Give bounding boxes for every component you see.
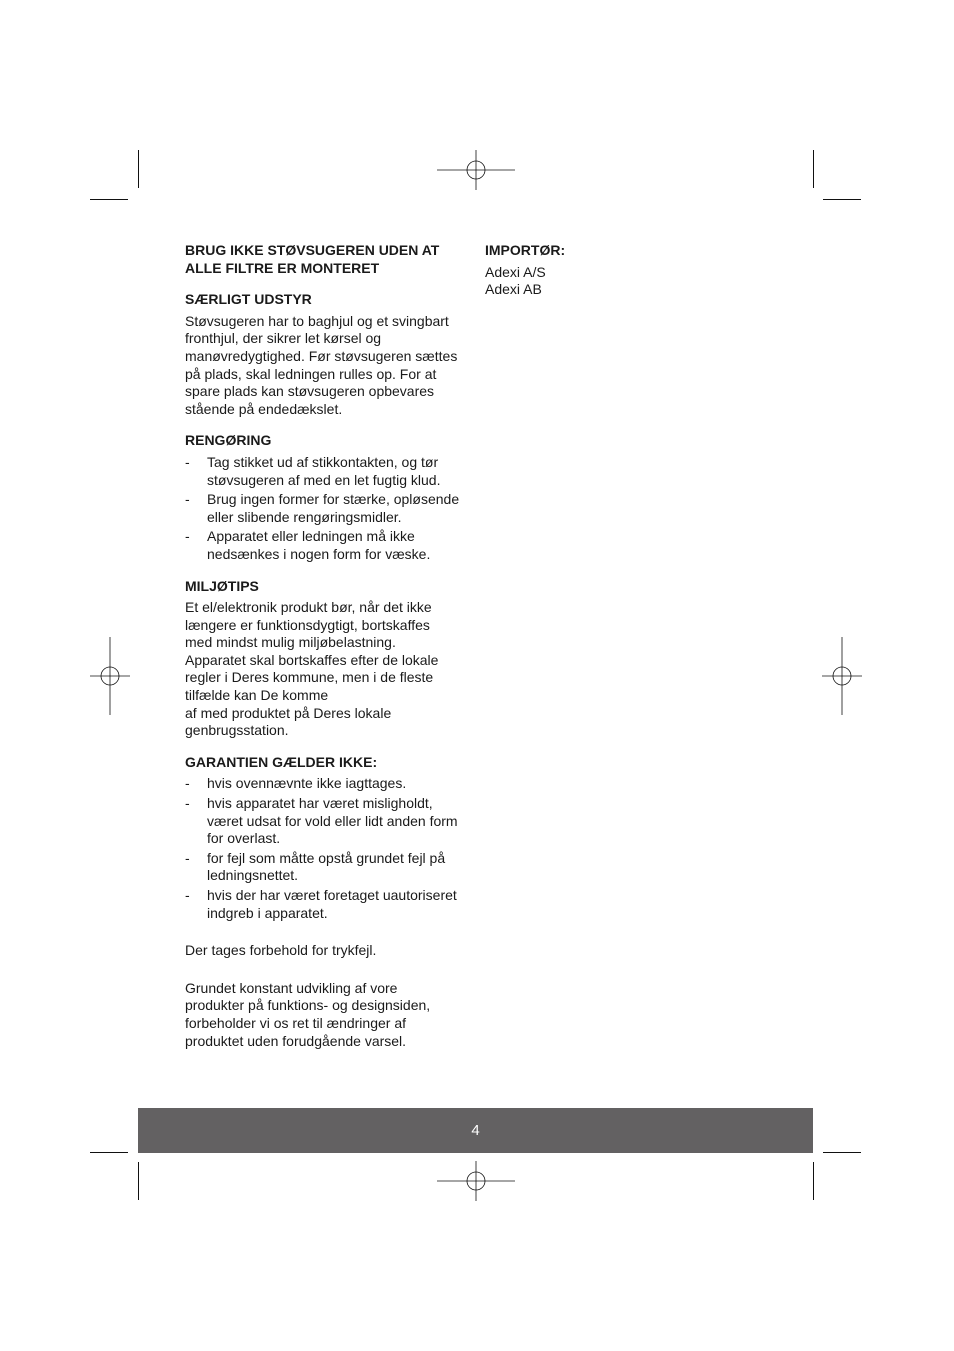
list-item (185, 887, 470, 922)
cleaning-list (185, 454, 470, 564)
text-line: stående på endedækslet. (185, 400, 343, 417)
dash-bullet: - (185, 849, 190, 866)
crop-mark (90, 199, 128, 200)
importer-name: Adexi AB (485, 281, 542, 298)
filter-warning-line: BRUG IKKE STØVSUGEREN UDEN AT (185, 242, 440, 258)
dash-bullet: - (185, 491, 190, 508)
importer-list (485, 264, 735, 299)
importer-heading: IMPORTØR: (485, 242, 566, 258)
crop-mark (138, 150, 139, 188)
text-line: Apparatet skal bortskaffes efter de lokale (185, 651, 439, 668)
reservation-note: Der tages forbehold for trykfejl. (185, 942, 377, 959)
cleaning-heading: RENGØRING (185, 432, 272, 449)
text-line: forbeholder vi os ret til ændringer af (185, 1014, 406, 1031)
filter-warning (185, 242, 470, 277)
special-equipment-heading: SÆRLIGT UDSTYR (185, 291, 312, 308)
warranty-list (185, 775, 470, 922)
list-item (185, 795, 470, 848)
text-line: nedsænkes i nogen form for væske. (207, 545, 431, 562)
footer-bar (138, 1108, 813, 1153)
registration-mark-bottom (437, 1161, 515, 1201)
registration-mark-right (822, 637, 862, 715)
text-line: støvsugeren af med en let fugtig klud. (207, 471, 441, 488)
page-number: 4 (471, 1122, 480, 1139)
warranty-heading: GARANTIEN GÆLDER IKKE: (185, 753, 378, 770)
special-equipment-text (185, 313, 470, 419)
list-item (185, 491, 470, 526)
list-item (185, 850, 470, 885)
left-column (185, 242, 470, 1050)
text-line: hvis apparatet har været misligholdt, (207, 795, 433, 812)
dash-bullet: - (185, 528, 190, 545)
text-line: hvis ovennævnte ikke iagttages. (207, 775, 407, 792)
list-item (185, 454, 470, 489)
text-line: ledningsnettet. (207, 867, 299, 884)
text-line: fronthjul, der sikrer let kørsel og (185, 330, 382, 347)
list-item (185, 528, 470, 563)
environment-heading: MILJØTIPS (185, 577, 259, 594)
text-line: for fejl som måtte opstå grundet fejl på (207, 849, 446, 866)
text-line: eller slibende rengøringsmidler. (207, 508, 402, 525)
importer-name: Adexi A/S (485, 263, 546, 280)
text-line: med mindst mulig miljøbelastning. (185, 634, 396, 651)
text-line: Støvsugeren har to baghjul og et svingbart (185, 312, 449, 329)
text-line: produktet uden forudgående varsel. (185, 1032, 407, 1049)
text-line: Tag stikket ud af stikkontakten, og tør (207, 453, 439, 470)
environment-text (185, 599, 470, 740)
crop-mark (823, 1152, 861, 1153)
text-line: regler i Deres kommune, men i de fleste (185, 669, 434, 686)
dash-bullet: - (185, 795, 190, 812)
crop-mark (813, 1162, 814, 1200)
text-line: genbrugsstation. (185, 722, 289, 739)
registration-mark-left (90, 637, 130, 715)
crop-mark (138, 1162, 139, 1200)
text-line: manøvredygtighed. Før støvsugeren sættes (185, 347, 458, 364)
text-line: været udsat for vold eller lidt anden form (207, 812, 458, 829)
right-column (485, 242, 735, 299)
dash-bullet: - (185, 887, 190, 903)
text-line: af med produktet på Deres lokale (185, 704, 392, 721)
text-line: indgreb i apparatet. (207, 904, 328, 921)
text-line: Grundet konstant udvikling af vore (185, 979, 398, 996)
text-line: hvis der har været foretaget uautoriseret (207, 887, 457, 903)
crop-mark (823, 199, 861, 200)
text-line: på plads, skal ledningen rulles op. For at (185, 365, 437, 382)
text-line: for overlast. (207, 830, 281, 847)
text-line: produkter på funktions- og designsiden, (185, 997, 431, 1014)
text-line: Et el/elektronik produkt bør, når det ikke (185, 599, 432, 616)
text-line: Apparatet eller ledningen må ikke (207, 528, 415, 545)
crop-mark (813, 150, 814, 188)
text-line: spare plads kan støvsugeren opbevares (185, 383, 435, 400)
text-line: tilfælde kan De komme (185, 687, 329, 704)
dash-bullet: - (185, 453, 190, 470)
crop-mark (90, 1152, 128, 1153)
dash-bullet: - (185, 775, 190, 792)
filter-warning-line: ALLE FILTRE ER MONTERET (185, 259, 380, 276)
text-line: længere er funktionsdygtigt, bortskaffes (185, 616, 430, 633)
text-line: Brug ingen former for stærke, opløsende (207, 491, 460, 508)
registration-mark-top (437, 150, 515, 190)
development-note (185, 980, 470, 1050)
list-item (185, 775, 470, 793)
